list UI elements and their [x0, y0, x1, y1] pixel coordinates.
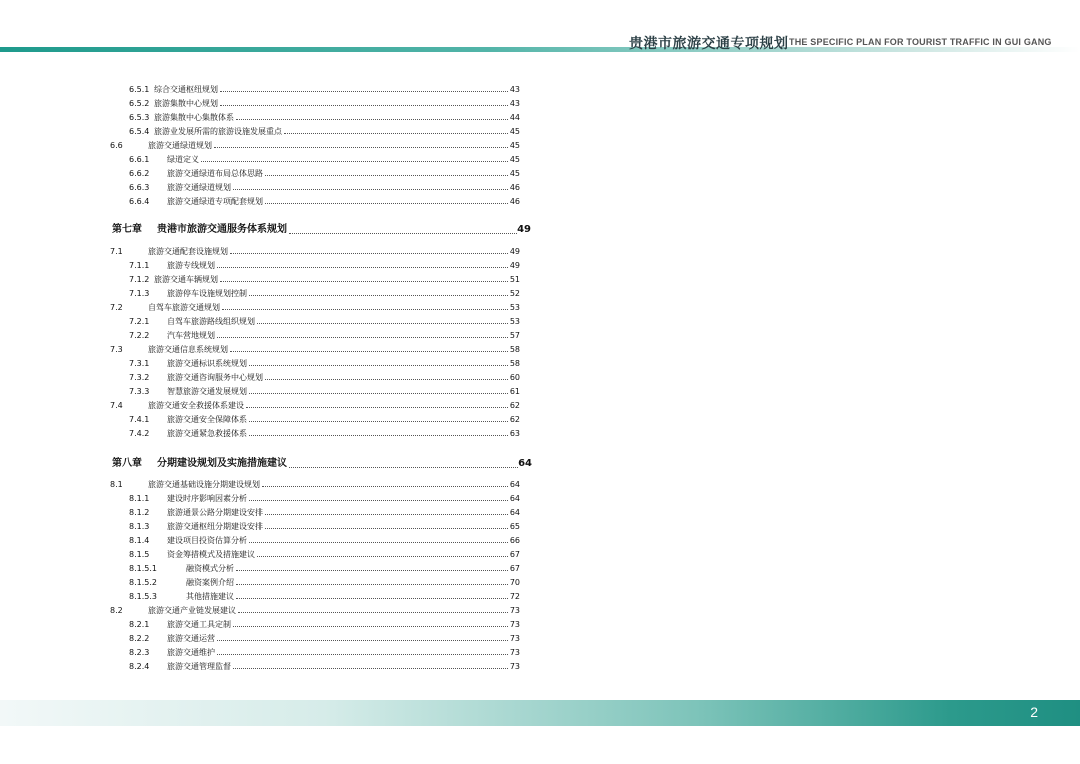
toc-entry[interactable] [0, 167, 1080, 180]
toc-entry-title: 旅游交通运营 [167, 634, 215, 643]
toc-entry-title: 汽车营地规划 [167, 331, 215, 340]
toc-entry[interactable] [0, 590, 1080, 603]
toc-entry-number: 7.3 [110, 345, 123, 354]
toc-entry-page: 63 [509, 429, 520, 438]
toc-entry-number: 7.2 [110, 303, 123, 312]
toc-dot-leader [265, 175, 508, 176]
toc-entry-page: 62 [509, 401, 520, 410]
toc-dot-leader [217, 640, 508, 641]
toc-dot-leader [246, 407, 508, 408]
toc-dot-leader [257, 556, 508, 557]
toc-entry-page: 73 [509, 634, 520, 643]
toc-entry-title: 旅游交通配套设施规划 [148, 247, 228, 256]
toc-dot-leader [236, 570, 508, 571]
toc-entry[interactable] [0, 413, 1080, 426]
toc-dot-leader [249, 435, 508, 436]
toc-entry-number: 7.1.1 [129, 261, 150, 270]
toc-entry-page: 45 [509, 127, 520, 136]
toc-entry-number: 8.1.5.1 [129, 564, 157, 573]
toc-entry-page: 62 [509, 415, 520, 424]
toc-entry-title: 旅游停车设施规划控制 [167, 289, 247, 298]
toc-entry-page: 45 [509, 169, 520, 178]
toc-entry-number: 8.1.4 [129, 536, 150, 545]
toc-dot-leader [236, 584, 508, 585]
toc-entry-page: 57 [509, 331, 520, 340]
toc-entry[interactable] [0, 399, 1080, 412]
toc-entry-title: 旅游专线规划 [167, 261, 215, 270]
toc-entry[interactable] [0, 646, 1080, 659]
toc-entry-title: 旅游交通枢纽分期建设安排 [167, 522, 263, 531]
toc-dot-leader [230, 253, 508, 254]
toc-entry-title: 旅游交通咨询服务中心规划 [167, 373, 263, 382]
toc-entry[interactable] [0, 520, 1080, 533]
toc-entry[interactable] [0, 604, 1080, 617]
toc-dot-leader [265, 528, 508, 529]
toc-entry[interactable] [0, 181, 1080, 194]
toc-entry-page: 67 [509, 550, 520, 559]
toc-entry-number: 8.1.5.2 [129, 578, 157, 587]
toc-entry[interactable] [0, 195, 1080, 208]
toc-entry-page: 49 [509, 261, 520, 270]
toc-entry-page: 73 [509, 606, 520, 615]
toc-entry[interactable] [0, 618, 1080, 631]
toc-entry[interactable] [0, 343, 1080, 356]
toc-entry-number: 8.2 [110, 606, 123, 615]
toc-entry-number: 8.1.3 [129, 522, 150, 531]
toc-dot-leader [249, 295, 508, 296]
toc-entry-page: 73 [509, 648, 520, 657]
toc-dot-leader [233, 668, 508, 669]
toc-entry-number: 6.6.1 [129, 155, 150, 164]
toc-entry-page: 66 [509, 536, 520, 545]
toc-dot-leader [262, 486, 508, 487]
toc-entry-number: 6.6.4 [129, 197, 150, 206]
toc-entry-page: 73 [509, 620, 520, 629]
toc-entry-number: 6.6.3 [129, 183, 150, 192]
toc-entry-page: 67 [509, 564, 520, 573]
toc-entry-page: 49 [509, 247, 520, 256]
toc-entry-title: 旅游通景公路分期建设安排 [167, 508, 263, 517]
toc-entry-number: 6.5.4 [129, 127, 150, 136]
toc-dot-leader [236, 598, 508, 599]
toc-entry-number: 8.2.1 [129, 620, 150, 629]
toc-entry-number: 7.2.2 [129, 331, 150, 340]
toc-entry-title: 旅游交通绿道规划 [167, 183, 231, 192]
toc-entry-title: 旅游交通安全保障体系 [167, 415, 247, 424]
toc-entry-title: 自驾车旅游交通规划 [148, 303, 220, 312]
toc-entry[interactable] [0, 548, 1080, 561]
toc-entry[interactable] [0, 329, 1080, 342]
toc-entry[interactable] [0, 562, 1080, 575]
toc-dot-leader [220, 281, 508, 282]
toc-chapter-entry[interactable] [0, 456, 1080, 472]
toc-entry[interactable] [0, 427, 1080, 440]
toc-entry-page: 51 [509, 275, 520, 284]
toc-entry-number: 6.5.3 [129, 113, 150, 122]
toc-entry-title: 旅游交通基础设施分期建设规划 [148, 480, 260, 489]
toc-entry-number: 8.1 [110, 480, 123, 489]
toc-entry[interactable] [0, 632, 1080, 645]
toc-dot-leader [289, 467, 518, 468]
toc-entry-title: 旅游交通绿道布局总体思路 [167, 169, 263, 178]
toc-entry[interactable] [0, 273, 1080, 286]
toc-entry-page: 65 [509, 522, 520, 531]
toc-entry-number: 7.3.2 [129, 373, 150, 382]
toc-entry-number: 7.1 [110, 247, 123, 256]
toc-entry-title: 旅游交通绿道规划 [148, 141, 212, 150]
toc-entry-number: 8.1.2 [129, 508, 150, 517]
toc-dot-leader [217, 337, 508, 338]
toc-entry-page: 64 [509, 494, 520, 503]
toc-entry-page: 52 [509, 289, 520, 298]
toc-entry-title: 旅游交通产业链发展建议 [148, 606, 236, 615]
toc-entry[interactable] [0, 301, 1080, 314]
toc-entry-title: 贵港市旅游交通服务体系规划 [157, 224, 287, 235]
toc-dot-leader [284, 133, 508, 134]
toc-dot-leader [249, 500, 508, 501]
toc-entry-title: 旅游业发展所需的旅游设施发展重点 [154, 127, 282, 136]
toc-entry-title: 旅游交通车辆规划 [154, 275, 218, 284]
toc-entry-number: 8.2.3 [129, 648, 150, 657]
toc-entry-page: 45 [509, 141, 520, 150]
toc-entry[interactable] [0, 492, 1080, 505]
toc-entry-page: 44 [509, 113, 520, 122]
toc-entry-title: 分期建设规划及实施措施建议 [157, 458, 287, 469]
toc-entry[interactable] [0, 153, 1080, 166]
toc-dot-leader [220, 91, 508, 92]
toc-dot-leader [238, 612, 508, 613]
toc-entry-title: 旅游交通绿道专项配套规划 [167, 197, 263, 206]
toc-entry-title: 融资模式分析 [186, 564, 234, 573]
toc-entry-title: 旅游交通安全救援体系建设 [148, 401, 244, 410]
toc-entry-number: 8.1.5.3 [129, 592, 157, 601]
toc-entry-page: 64 [518, 458, 532, 469]
toc-entry-title: 旅游交通紧急救援体系 [167, 429, 247, 438]
toc-entry-number: 8.2.4 [129, 662, 150, 671]
toc-dot-leader [265, 203, 508, 204]
toc-dot-leader [233, 189, 508, 190]
toc-dot-leader [249, 421, 508, 422]
toc-entry-title: 旅游集散中心集散体系 [154, 113, 234, 122]
footer-bar [0, 700, 1080, 726]
toc-entry-title: 融资案例介绍 [186, 578, 234, 587]
toc-entry[interactable] [0, 245, 1080, 258]
toc-entry-number: 7.1.2 [129, 275, 150, 284]
toc-entry[interactable] [0, 534, 1080, 547]
toc-entry-title: 综合交通枢纽规划 [154, 85, 218, 94]
toc-dot-leader [217, 267, 508, 268]
toc-entry-title: 旅游交通工具定制 [167, 620, 231, 629]
toc-entry-number: 第七章 [112, 224, 142, 235]
page-number: 2 [1030, 704, 1038, 720]
toc-entry-title: 旅游交通信息系统规划 [148, 345, 228, 354]
toc-dot-leader [230, 351, 508, 352]
toc-entry-title: 旅游集散中心规划 [154, 99, 218, 108]
toc-entry[interactable] [0, 385, 1080, 398]
toc-entry[interactable] [0, 371, 1080, 384]
toc-entry-page: 49 [517, 224, 531, 235]
toc-entry-number: 7.3.3 [129, 387, 150, 396]
toc-entry-page: 53 [509, 317, 520, 326]
toc-entry-page: 58 [509, 345, 520, 354]
toc-entry[interactable] [0, 259, 1080, 272]
toc-entry-page: 53 [509, 303, 520, 312]
toc-entry-page: 45 [509, 155, 520, 164]
toc-dot-leader [289, 233, 517, 234]
toc-entry[interactable] [0, 287, 1080, 300]
toc-entry-title: 建设时序影响因素分析 [167, 494, 247, 503]
toc-entry[interactable] [0, 125, 1080, 138]
toc-entry-number: 第八章 [112, 458, 142, 469]
toc-entry[interactable] [0, 576, 1080, 589]
toc-entry-page: 60 [509, 373, 520, 382]
toc-entry-page: 73 [509, 662, 520, 671]
toc-entry-page: 61 [509, 387, 520, 396]
toc-dot-leader [217, 654, 508, 655]
toc-dot-leader [233, 626, 508, 627]
toc-entry-number: 8.2.2 [129, 634, 150, 643]
toc-entry-page: 43 [509, 99, 520, 108]
toc-dot-leader [222, 309, 508, 310]
toc-entry[interactable] [0, 478, 1080, 491]
toc-dot-leader [236, 119, 508, 120]
toc-entry-title: 旅游交通维护 [167, 648, 215, 657]
toc-entry[interactable] [0, 97, 1080, 110]
toc-entry-page: 64 [509, 508, 520, 517]
toc-entry-title: 旅游交通标识系统规划 [167, 359, 247, 368]
toc-entry-page: 72 [509, 592, 520, 601]
toc-entry[interactable] [0, 111, 1080, 124]
document-title: 贵港市旅游交通专项规划 [629, 36, 789, 52]
toc-entry-number: 8.1.5 [129, 550, 150, 559]
toc-entry-page: 43 [509, 85, 520, 94]
toc-dot-leader [265, 514, 508, 515]
toc-dot-leader [249, 542, 508, 543]
toc-entry-page: 70 [509, 578, 520, 587]
toc-entry-title: 智慧旅游交通发展规划 [167, 387, 247, 396]
toc-entry-number: 7.3.1 [129, 359, 150, 368]
toc-entry-title: 其他措施建议 [186, 592, 234, 601]
toc-entry-title: 资金筹措模式及措施建议 [167, 550, 255, 559]
toc-dot-leader [214, 147, 508, 148]
toc-entry-number: 7.4.2 [129, 429, 150, 438]
toc-entry-number: 7.2.1 [129, 317, 150, 326]
toc-entry-page: 46 [509, 183, 520, 192]
toc-entry-title: 旅游交通管理监督 [167, 662, 231, 671]
toc-dot-leader [249, 393, 508, 394]
toc-entry-page: 46 [509, 197, 520, 206]
toc-entry[interactable] [0, 315, 1080, 328]
toc-entry-title: 自驾车旅游路线组织规划 [167, 317, 255, 326]
toc-entry[interactable] [0, 506, 1080, 519]
toc-entry-number: 7.1.3 [129, 289, 150, 298]
toc-entry-number: 6.6 [110, 141, 123, 150]
toc-dot-leader [265, 379, 508, 380]
toc-entry-number: 8.1.1 [129, 494, 150, 503]
toc-entry-title: 建设项目投资估算分析 [167, 536, 247, 545]
toc-dot-leader [220, 105, 508, 106]
toc-entry-title: 绿道定义 [167, 155, 199, 164]
toc-entry-number: 6.5.1 [129, 85, 150, 94]
toc-entry[interactable] [0, 357, 1080, 370]
toc-entry[interactable] [0, 139, 1080, 152]
toc-entry-page: 58 [509, 359, 520, 368]
toc-dot-leader [257, 323, 508, 324]
toc-dot-leader [249, 365, 508, 366]
toc-entry-page: 64 [509, 480, 520, 489]
document-subtitle: THE SPECIFIC PLAN FOR TOURIST TRAFFIC IN GUI GANG [789, 37, 1052, 47]
toc-entry-number: 7.4 [110, 401, 123, 410]
toc-entry-number: 7.4.1 [129, 415, 150, 424]
toc-chapter-entry[interactable] [0, 222, 1080, 238]
toc-entry-number: 6.6.2 [129, 169, 150, 178]
toc-dot-leader [201, 161, 508, 162]
toc-entry[interactable] [0, 660, 1080, 673]
toc-entry[interactable] [0, 83, 1080, 96]
toc-entry-number: 6.5.2 [129, 99, 150, 108]
